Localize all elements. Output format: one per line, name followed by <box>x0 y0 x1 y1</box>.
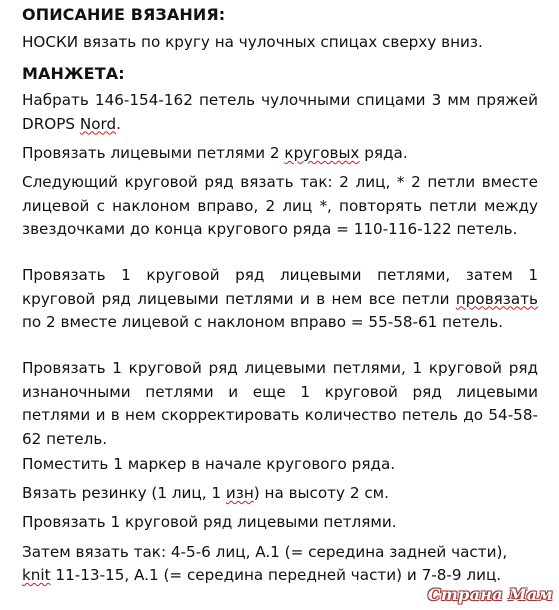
watermark-logo: Страна Мам <box>427 585 553 604</box>
paragraph-rib-text: Вязать резинку (1 лиц, 1 <box>22 484 226 502</box>
paragraph-cast-on-end: . <box>116 114 121 133</box>
spellcheck-word: круговых <box>284 144 360 162</box>
paragraph-rib <box>22 482 538 506</box>
paragraph-knit-one-round: Провязать 1 круговой ряд лицевыми петлями. <box>22 513 397 531</box>
heading-description: ОПИСАНИЕ ВЯЗАНИЯ: <box>22 5 226 24</box>
paragraph-decrease-round: Следующий круговой ряд вязать так: 2 лиц, * 2 петли вместе лицевой с наклоном вправо, 2 лиц *, повторять петли между звездочками до конца кругового ряда = 110-116-122 петель. <box>22 173 538 239</box>
paragraph-knit-rounds-end: ряда. <box>359 144 408 162</box>
paragraph-cast-on-text: Набрать 146-154-162 петель чулочными спицами 3 мм пряжей DROPS <box>22 91 538 133</box>
spellcheck-word: провязать <box>455 289 538 308</box>
paragraph-knit-rounds <box>22 142 538 166</box>
paragraph-second-decrease-text: Провязать 1 круговой ряд лицевыми петлями, затем 1 круговой ряд лицевыми петлями и в нем все петли <box>22 266 538 308</box>
spellcheck-word: knit <box>22 566 51 584</box>
paragraph-marker: Поместить 1 маркер в начале кругового ряда. <box>22 455 396 473</box>
paragraph-adjust-stitches: Провязать 1 круговой ряд лицевыми петлями, 1 круговой ряд изнаночными петлями и еще 1 круговой ряд лицевыми петлями и в нем скорректировать количество петель до 54-58-62 петель. <box>22 359 538 448</box>
paragraph-rib-end: ) на высоту 2 см. <box>253 484 389 502</box>
spellcheck-word: изн <box>225 484 254 502</box>
paragraph-pattern-line1: Затем вязать так: 4-5-6 лиц, A.1 (= середина задней части), <box>22 543 508 561</box>
paragraph-second-decrease-end: по 2 вместе лицевой с наклоном вправо = 55-58-61 петель. <box>22 313 504 332</box>
paragraph-cast-on <box>22 89 538 136</box>
spellcheck-word: Nord <box>79 114 117 133</box>
intro-paragraph: НОСКИ вязать по кругу на чулочных спицах сверху вниз. <box>22 33 483 51</box>
paragraph-pattern-line2-text: 11-13-15, A.1 (= середина передней части) и 7-8-9 лиц. <box>50 566 502 584</box>
paragraph-second-decrease <box>22 264 538 335</box>
paragraph-knit-rounds-text: Провязать лицевыми петлями 2 <box>22 144 285 162</box>
heading-cuff: МАНЖЕТА: <box>22 64 125 83</box>
